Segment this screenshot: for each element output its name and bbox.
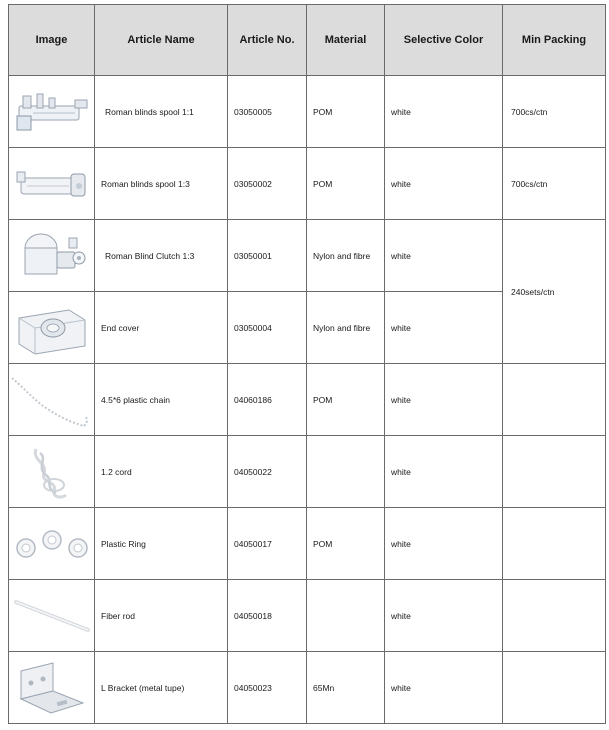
plastic-ring-icon xyxy=(12,524,92,564)
cord-icon xyxy=(22,441,82,503)
table-row xyxy=(9,436,606,508)
selective-color: white xyxy=(385,580,503,652)
min-packing xyxy=(503,364,606,436)
material: POM xyxy=(307,508,385,580)
header-min-packing: Min Packing xyxy=(503,5,606,76)
article-no: 03050005 xyxy=(228,76,307,148)
selective-color: white xyxy=(385,220,503,292)
article-name: Fiber rod xyxy=(95,580,228,652)
table-row xyxy=(9,220,606,292)
article-no: 03050002 xyxy=(228,148,307,220)
material: 65Mn xyxy=(307,652,385,724)
table-header-row xyxy=(9,5,606,76)
product-table xyxy=(8,4,606,724)
article-no: 04060186 xyxy=(228,364,307,436)
selective-color: white xyxy=(385,364,503,436)
header-article-no: Article No. xyxy=(228,5,307,76)
fiber-rod-icon xyxy=(10,596,94,636)
table-row xyxy=(9,76,606,148)
article-no: 04050017 xyxy=(228,508,307,580)
min-packing xyxy=(503,508,606,580)
plastic-chain-icon xyxy=(10,370,94,430)
min-packing: 700cs/ctn xyxy=(503,76,606,148)
header-selective-color: Selective Color xyxy=(385,5,503,76)
material xyxy=(307,580,385,652)
selective-color: white xyxy=(385,292,503,364)
header-material: Material xyxy=(307,5,385,76)
article-name: 1.2 cord xyxy=(95,436,228,508)
article-name: Roman blinds spool 1:3 xyxy=(95,148,228,220)
roman-blinds-spool-1-1-icon xyxy=(13,90,91,134)
min-packing xyxy=(503,652,606,724)
header-image: Image xyxy=(9,5,95,76)
article-name: Roman blinds spool 1:1 xyxy=(95,76,228,148)
article-name: L Bracket (metal tupe) xyxy=(95,652,228,724)
selective-color: white xyxy=(385,652,503,724)
selective-color: white xyxy=(385,148,503,220)
roman-blinds-spool-1-3-icon xyxy=(13,162,91,206)
article-no: 03050004 xyxy=(228,292,307,364)
article-no: 04050018 xyxy=(228,580,307,652)
table-row xyxy=(9,508,606,580)
table-row xyxy=(9,652,606,724)
material: Nylon and fibre xyxy=(307,220,385,292)
material: POM xyxy=(307,76,385,148)
material: Nylon and fibre xyxy=(307,292,385,364)
min-packing xyxy=(503,580,606,652)
table-row xyxy=(9,580,606,652)
min-packing xyxy=(503,436,606,508)
table-row xyxy=(9,364,606,436)
selective-color: white xyxy=(385,76,503,148)
material: POM xyxy=(307,364,385,436)
article-name: End cover xyxy=(95,292,228,364)
article-name: Plastic Ring xyxy=(95,508,228,580)
header-article-name: Article Name xyxy=(95,5,228,76)
l-bracket-icon xyxy=(13,657,91,719)
article-no: 04050023 xyxy=(228,652,307,724)
min-packing: 240sets/ctn xyxy=(503,220,606,364)
selective-color: white xyxy=(385,436,503,508)
min-packing: 700cs/ctn xyxy=(503,148,606,220)
article-name: Roman Blind Clutch 1:3 xyxy=(95,220,228,292)
article-no: 03050001 xyxy=(228,220,307,292)
selective-color: white xyxy=(385,508,503,580)
article-name: 4.5*6 plastic chain xyxy=(95,364,228,436)
article-no: 04050022 xyxy=(228,436,307,508)
material xyxy=(307,436,385,508)
end-cover-icon xyxy=(13,298,91,358)
table-row xyxy=(9,148,606,220)
material: POM xyxy=(307,148,385,220)
roman-blind-clutch-icon xyxy=(13,226,91,286)
